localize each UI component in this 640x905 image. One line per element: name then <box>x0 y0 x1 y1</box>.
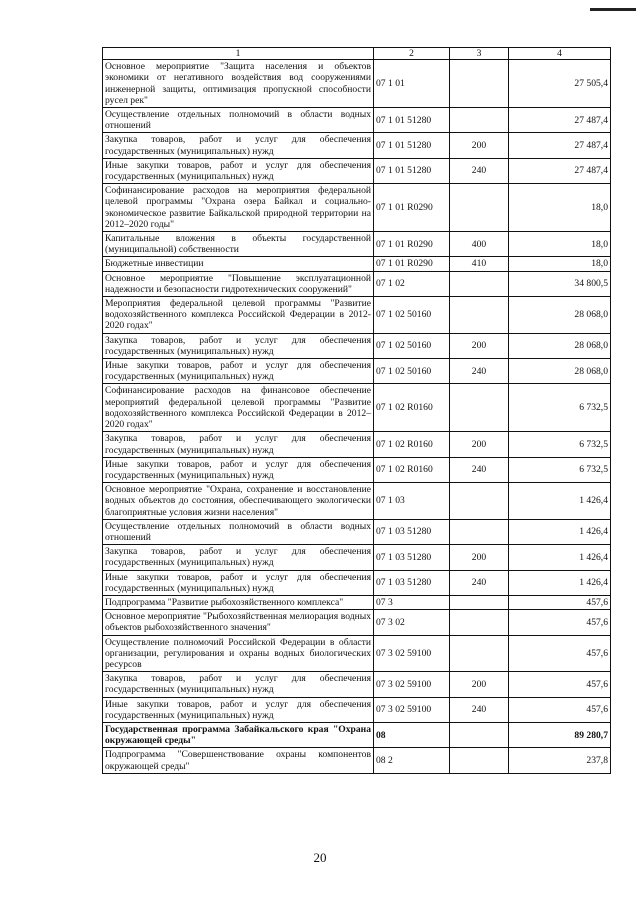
table-row <box>103 457 611 482</box>
row-expense-type-cell <box>450 748 509 773</box>
row-code-cell: 07 1 01 R0290 <box>374 184 450 232</box>
corner-mark <box>590 8 636 11</box>
row-name-cell: Основное мероприятие "Повышение эксплуатационной надежности и безопасности гидротехнических сооружений" <box>103 271 374 296</box>
row-name-cell: Иные закупки товаров, работ и услуг для обеспечения государственных (муниципальных) нужд <box>103 359 374 384</box>
row-expense-type-cell <box>450 297 509 334</box>
row-expense-type-cell <box>450 595 509 609</box>
row-amount-cell: 1 426,4 <box>509 519 611 544</box>
row-name-cell: Осуществление отдельных полномочий в области водных отношений <box>103 519 374 544</box>
row-expense-type-cell: 410 <box>450 257 509 271</box>
row-amount-cell: 457,6 <box>509 635 611 672</box>
header-col-2: 2 <box>374 48 450 60</box>
table-row <box>103 384 611 432</box>
row-name-cell: Закупка товаров, работ и услуг для обеспечения государственных (муниципальных) нужд <box>103 545 374 570</box>
row-amount-cell: 1 426,4 <box>509 545 611 570</box>
table-row <box>103 610 611 635</box>
row-expense-type-cell <box>450 610 509 635</box>
table-row <box>103 570 611 595</box>
row-code-cell: 07 1 01 51280 <box>374 133 450 158</box>
row-amount-cell: 18,0 <box>509 184 611 232</box>
table-row <box>103 697 611 722</box>
row-code-cell: 07 1 02 R0160 <box>374 432 450 457</box>
row-amount-cell: 27 487,4 <box>509 108 611 133</box>
row-name-cell: Осуществление отдельных полномочий в области водных отношений <box>103 108 374 133</box>
row-name-cell: Закупка товаров, работ и услуг для обеспечения государственных (муниципальных) нужд <box>103 672 374 697</box>
row-name-cell: Основное мероприятие "Охрана, сохранение и восстановление водных объектов до состояния, обеспечивающего экологически благоприятные условия жизни населения" <box>103 483 374 520</box>
row-expense-type-cell: 200 <box>450 133 509 158</box>
row-name-cell: Иные закупки товаров, работ и услуг для обеспечения государственных (муниципальных) нужд <box>103 457 374 482</box>
row-expense-type-cell: 240 <box>450 457 509 482</box>
row-code-cell: 07 3 <box>374 595 450 609</box>
row-name-cell: Бюджетные инвестиции <box>103 257 374 271</box>
table-row <box>103 333 611 358</box>
row-expense-type-cell: 200 <box>450 333 509 358</box>
row-amount-cell: 457,6 <box>509 697 611 722</box>
row-code-cell: 07 1 01 R0290 <box>374 232 450 257</box>
row-expense-type-cell <box>450 483 509 520</box>
row-name-cell: Закупка товаров, работ и услуг для обеспечения государственных (муниципальных) нужд <box>103 333 374 358</box>
row-expense-type-cell <box>450 271 509 296</box>
row-amount-cell: 34 800,5 <box>509 271 611 296</box>
row-name-cell: Мероприятия федеральной целевой программы "Развитие водохозяйственного комплекса Российской Федерации в 2012-2020 годах" <box>103 297 374 334</box>
row-expense-type-cell: 240 <box>450 570 509 595</box>
row-code-cell: 07 1 02 50160 <box>374 359 450 384</box>
row-amount-cell: 27 487,4 <box>509 158 611 183</box>
table-row <box>103 158 611 183</box>
row-expense-type-cell: 240 <box>450 697 509 722</box>
row-amount-cell: 89 280,7 <box>509 722 611 747</box>
row-amount-cell: 457,6 <box>509 672 611 697</box>
row-amount-cell: 18,0 <box>509 232 611 257</box>
row-expense-type-cell: 240 <box>450 158 509 183</box>
row-code-cell: 07 1 01 R0290 <box>374 257 450 271</box>
table-row <box>103 184 611 232</box>
table-row <box>103 271 611 296</box>
row-code-cell: 07 1 02 R0160 <box>374 384 450 432</box>
row-amount-cell: 27 487,4 <box>509 133 611 158</box>
row-expense-type-cell <box>450 60 509 108</box>
row-name-cell: Иные закупки товаров, работ и услуг для обеспечения государственных (муниципальных) нужд <box>103 158 374 183</box>
row-name-cell: Иные закупки товаров, работ и услуг для обеспечения государственных (муниципальных) нужд <box>103 697 374 722</box>
row-name-cell: Софинансирование расходов на финансовое обеспечение мероприятий федеральной целевой программы "Развитие водохозяйственного комплекса Российской Федерации в 2012–2020 годах" <box>103 384 374 432</box>
table-row <box>103 257 611 271</box>
budget-table <box>102 47 611 774</box>
table-row <box>103 297 611 334</box>
row-code-cell: 07 3 02 <box>374 610 450 635</box>
row-code-cell: 07 1 02 50160 <box>374 333 450 358</box>
row-code-cell: 08 2 <box>374 748 450 773</box>
row-name-cell: Подпрограмма "Совершенствование охраны компонентов окружающей среды" <box>103 748 374 773</box>
table-row <box>103 519 611 544</box>
table-body <box>103 60 611 774</box>
row-name-cell: Капитальные вложения в объекты государственной (муниципальной) собственности <box>103 232 374 257</box>
table-row <box>103 748 611 773</box>
row-amount-cell: 6 732,5 <box>509 457 611 482</box>
row-code-cell: 08 <box>374 722 450 747</box>
row-expense-type-cell <box>450 635 509 672</box>
row-amount-cell: 457,6 <box>509 595 611 609</box>
row-expense-type-cell: 400 <box>450 232 509 257</box>
row-code-cell: 07 3 02 59100 <box>374 635 450 672</box>
row-amount-cell: 6 732,5 <box>509 384 611 432</box>
row-name-cell: Софинансирование расходов на мероприятия федеральной целевой программы "Охрана озера Байкал и социально-экономическое развитие Байкальской природной территории на 2012–2020 годы" <box>103 184 374 232</box>
table-row <box>103 595 611 609</box>
row-name-cell: Подпрограмма "Развитие рыбохозяйственного комплекса" <box>103 595 374 609</box>
table-row <box>103 545 611 570</box>
row-expense-type-cell: 240 <box>450 359 509 384</box>
table-row <box>103 483 611 520</box>
row-code-cell: 07 1 02 50160 <box>374 297 450 334</box>
row-name-cell: Закупка товаров, работ и услуг для обеспечения государственных (муниципальных) нужд <box>103 133 374 158</box>
row-code-cell: 07 1 02 R0160 <box>374 457 450 482</box>
row-amount-cell: 28 068,0 <box>509 297 611 334</box>
table-row <box>103 232 611 257</box>
row-name-cell: Основное мероприятие "Защита населения и объектов экономики от негативного воздействия вод сооружениями инженерной защиты, оптимизация пропускной способности русел рек" <box>103 60 374 108</box>
row-expense-type-cell: 200 <box>450 672 509 697</box>
row-code-cell: 07 1 01 51280 <box>374 108 450 133</box>
row-code-cell: 07 3 02 59100 <box>374 672 450 697</box>
row-amount-cell: 28 068,0 <box>509 359 611 384</box>
row-expense-type-cell <box>450 108 509 133</box>
table-row <box>103 432 611 457</box>
row-amount-cell: 27 505,4 <box>509 60 611 108</box>
row-name-cell: Закупка товаров, работ и услуг для обеспечения государственных (муниципальных) нужд <box>103 432 374 457</box>
row-amount-cell: 18,0 <box>509 257 611 271</box>
row-expense-type-cell <box>450 519 509 544</box>
row-expense-type-cell <box>450 184 509 232</box>
header-row <box>103 48 611 60</box>
table-row <box>103 359 611 384</box>
row-code-cell: 07 1 02 <box>374 271 450 296</box>
row-name-cell: Осуществление полномочий Российской Федерации в области организации, регулирования и охраны водных биологических ресурсов <box>103 635 374 672</box>
row-amount-cell: 28 068,0 <box>509 333 611 358</box>
row-code-cell: 07 1 03 <box>374 483 450 520</box>
row-expense-type-cell: 200 <box>450 545 509 570</box>
row-amount-cell: 237,8 <box>509 748 611 773</box>
row-amount-cell: 6 732,5 <box>509 432 611 457</box>
row-code-cell: 07 1 01 51280 <box>374 158 450 183</box>
header-col-1: 1 <box>103 48 374 60</box>
row-code-cell: 07 1 03 51280 <box>374 570 450 595</box>
row-expense-type-cell: 200 <box>450 432 509 457</box>
row-expense-type-cell <box>450 384 509 432</box>
row-amount-cell: 457,6 <box>509 610 611 635</box>
table-row <box>103 60 611 108</box>
table-row <box>103 133 611 158</box>
row-amount-cell: 1 426,4 <box>509 483 611 520</box>
row-code-cell: 07 1 01 <box>374 60 450 108</box>
page-number: 20 <box>313 850 327 865</box>
table-row <box>103 635 611 672</box>
table-row <box>103 672 611 697</box>
header-col-4: 4 <box>509 48 611 60</box>
row-code-cell: 07 3 02 59100 <box>374 697 450 722</box>
row-name-cell: Государственная программа Забайкальского края "Охрана окружающей среды" <box>103 722 374 747</box>
row-name-cell: Иные закупки товаров, работ и услуг для обеспечения государственных (муниципальных) нужд <box>103 570 374 595</box>
row-name-cell: Основное мероприятие "Рыбохозяйственная мелиорация водных объектов рыбохозяйственного значения" <box>103 610 374 635</box>
header-col-3: 3 <box>450 48 509 60</box>
row-expense-type-cell <box>450 722 509 747</box>
row-code-cell: 07 1 03 51280 <box>374 545 450 570</box>
row-code-cell: 07 1 03 51280 <box>374 519 450 544</box>
table-row <box>103 108 611 133</box>
row-amount-cell: 1 426,4 <box>509 570 611 595</box>
table-row <box>103 722 611 747</box>
